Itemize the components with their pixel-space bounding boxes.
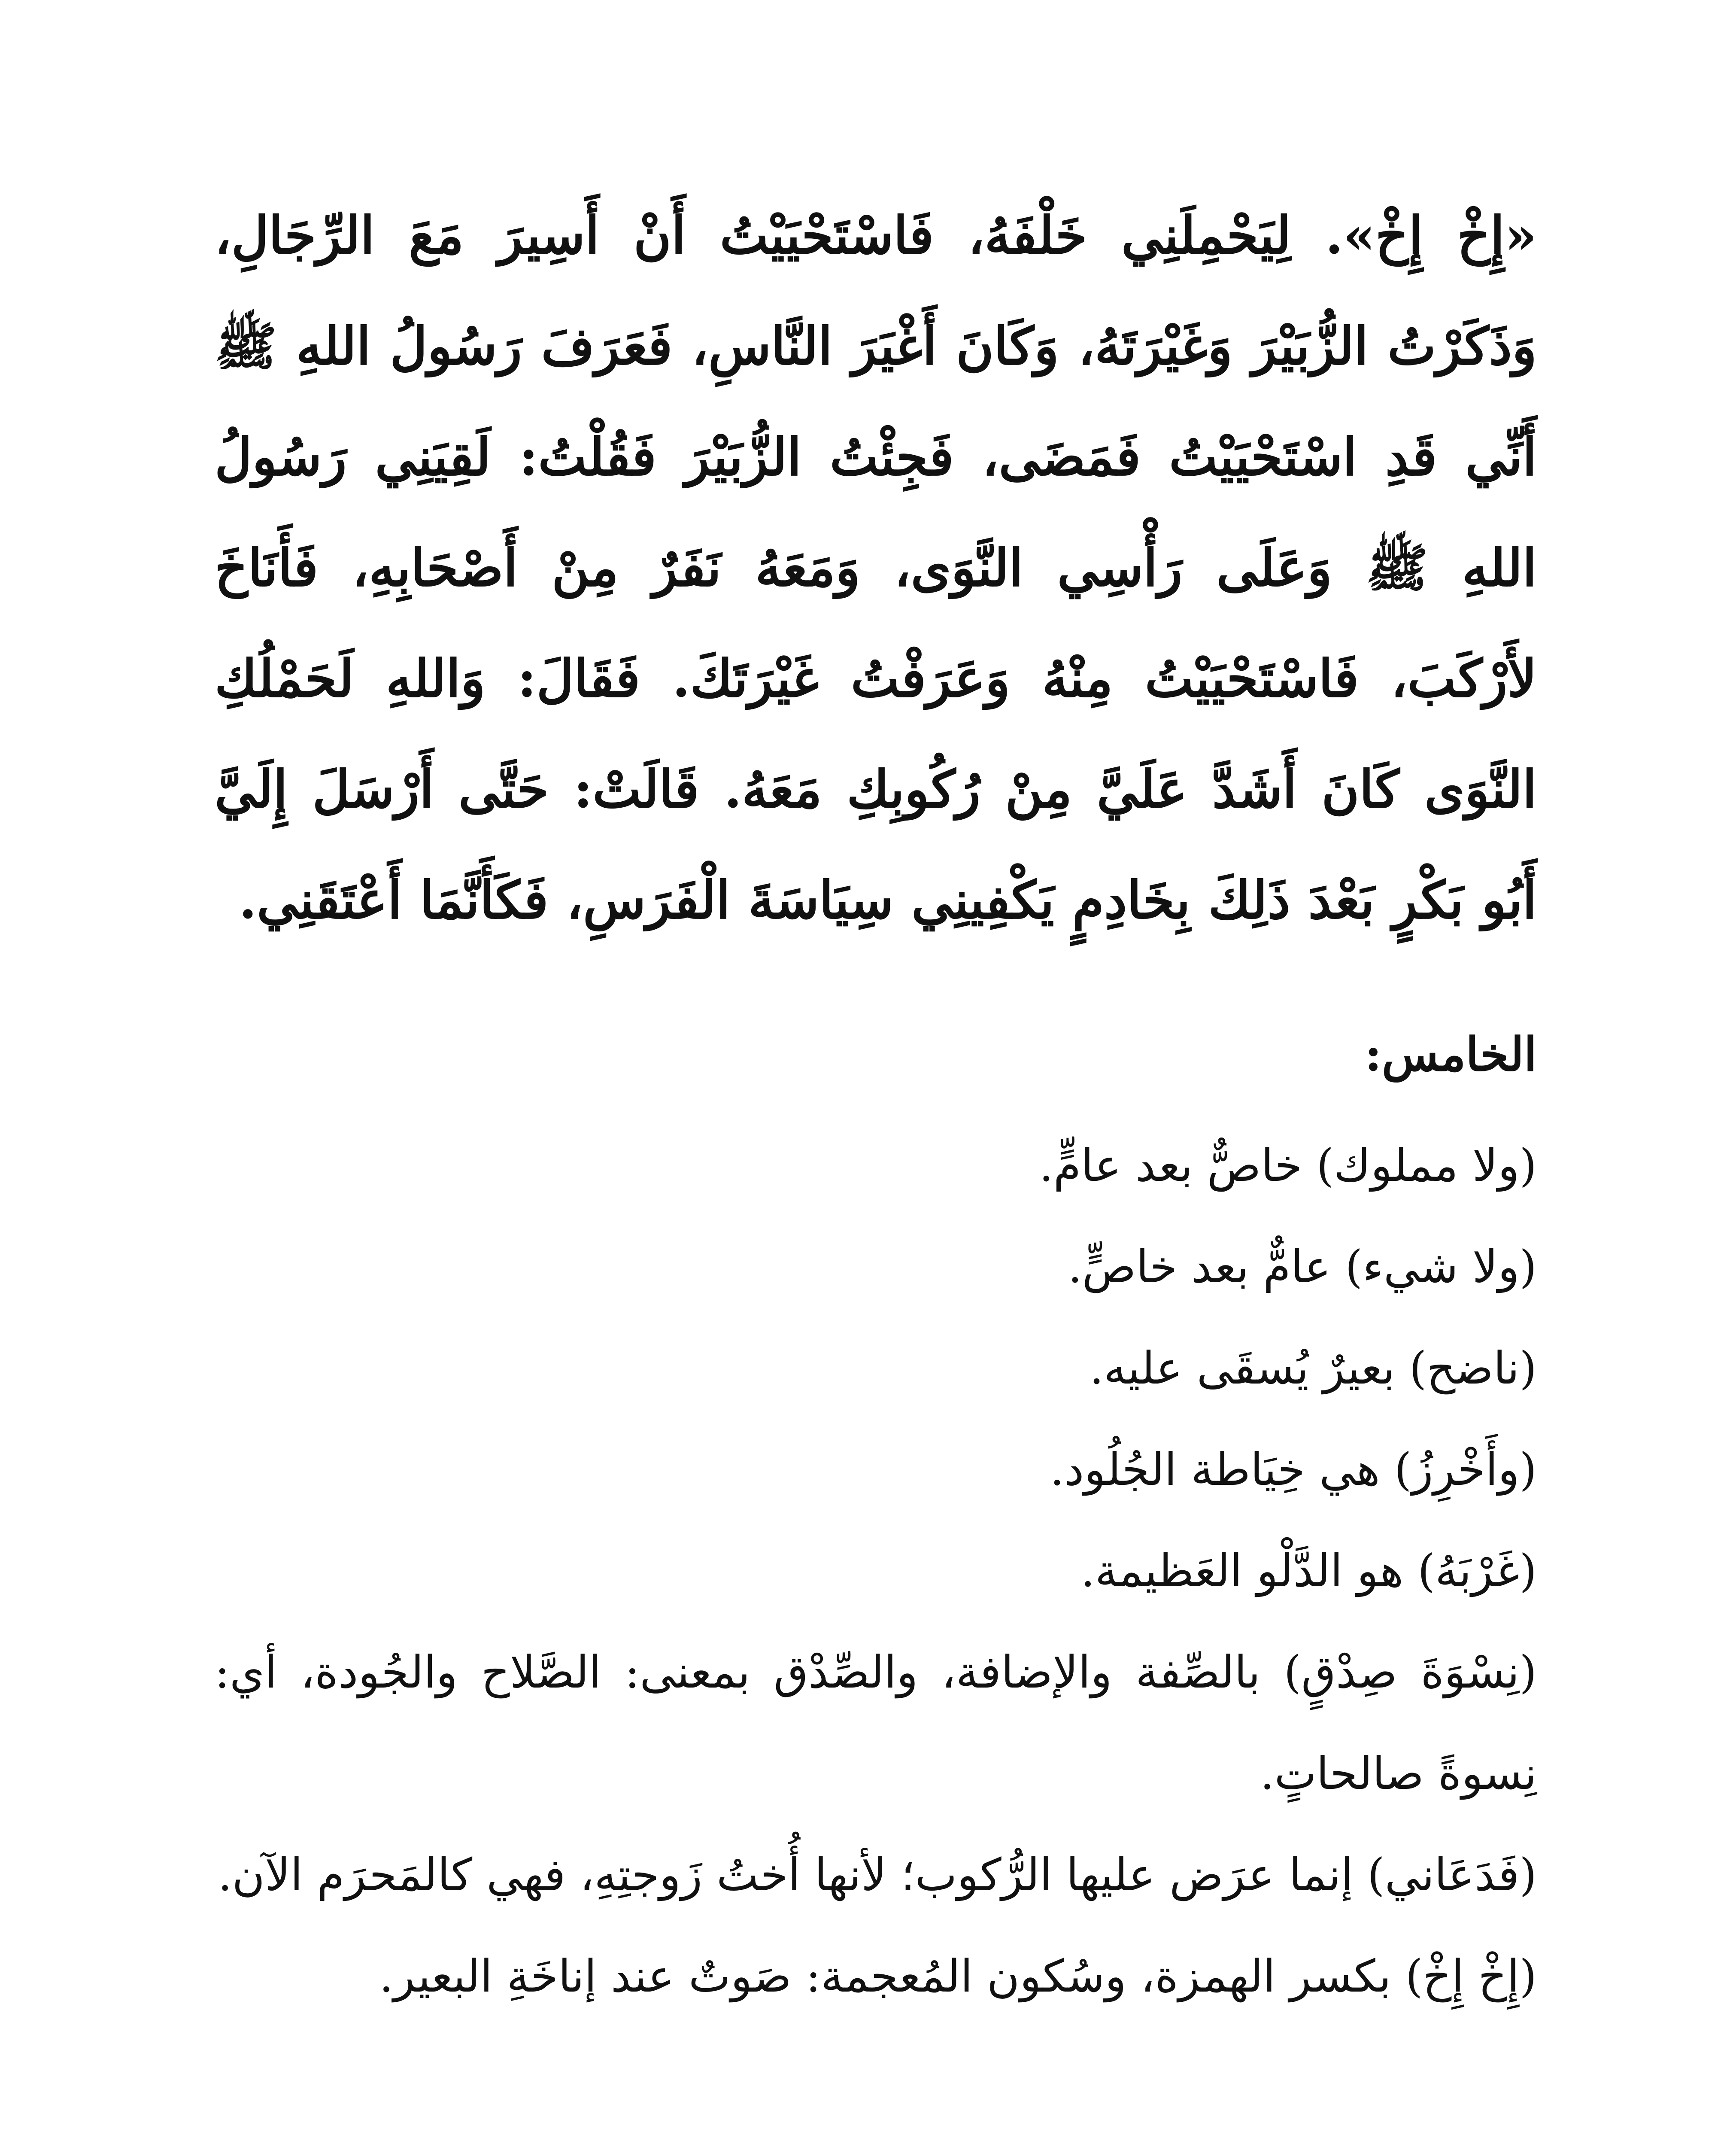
definition-6: (نِسْوَةَ صِدْقٍ) بالصِّفة والإضافة، والصِّدْق بمعنى: الصَّلاح والجُودة، أي: نِسوةً صالحاتٍ.: [215, 1646, 1537, 1800]
definition-8: (إِخْ إِخْ) بكسر الهمزة، وسُكون المُعجمة: صَوتٌ عند إناخَةِ البعير.: [379, 1950, 1537, 2002]
hadith-paragraph: «إِخْ إِخْ». لِيَحْمِلَنِي خَلْفَهُ، فَاسْتَحْيَيْتُ أَنْ أَسِيرَ مَعَ الرِّجَالِ، وَذَكَرْتُ الزُّبَيْرَ وَغَيْرَتَهُ، وَكَانَ أَغْيَرَ النَّاسِ، فَعَرَفَ رَسُولُ اللهِ ﷺ أَنِّي قَدِ اسْتَحْيَيْتُ فَمَضَى، فَجِئْتُ الزُّبَيْرَ فَقُلْتُ: لَقِيَنِي رَسُولُ اللهِ ﷺ وَعَلَى رَأْسِي النَّوَى، وَمَعَهُ نَفَرٌ مِنْ أَصْحَابِهِ، فَأَنَاخَ لأَرْكَبَ، فَاسْتَحْيَيْتُ مِنْهُ وَعَرَفْتُ غَيْرَتَكَ. فَقَالَ: وَاللهِ لَحَمْلُكِ النَّوَى كَانَ أَشَدَّ عَلَيَّ مِنْ رُكُوبِكِ مَعَهُ. قَالَتْ: حَتَّى أَرْسَلَ إِلَيَّ أَبُو بَكْرٍ بَعْدَ ذَلِكَ بِخَادِمٍ يَكْفِينِي سِيَاسَةَ الْفَرَسِ، فَكَأَنَّمَا أَعْتَقَنِي.: [215, 205, 1537, 931]
definition-5: (غَرْبَهُ) هو الدَّلْو العَظيمة.: [1080, 1545, 1537, 1597]
definition-4: (وأَخْرِزُ) هي خِيَاطة الجُلُود.: [1050, 1443, 1537, 1496]
definition-2: (ولا شيء) عامٌّ بعد خاصٍّ.: [1068, 1241, 1537, 1293]
book-page: [215, 180, 1537, 2147]
section-heading: الخامس:: [1365, 1028, 1537, 1082]
definition-7: (فَدَعَاني) إنما عرَض عليها الرُّكوب؛ لأنها أُختُ زَوجتِهِ، فهي كالمَحرَم الآن.: [218, 1849, 1537, 1901]
definition-1: (ولا مملوك) خاصٌّ بعد عامٍّ.: [1039, 1139, 1537, 1192]
definition-3: (ناضح) بعيرٌ يُسقَى عليه.: [1090, 1342, 1537, 1394]
